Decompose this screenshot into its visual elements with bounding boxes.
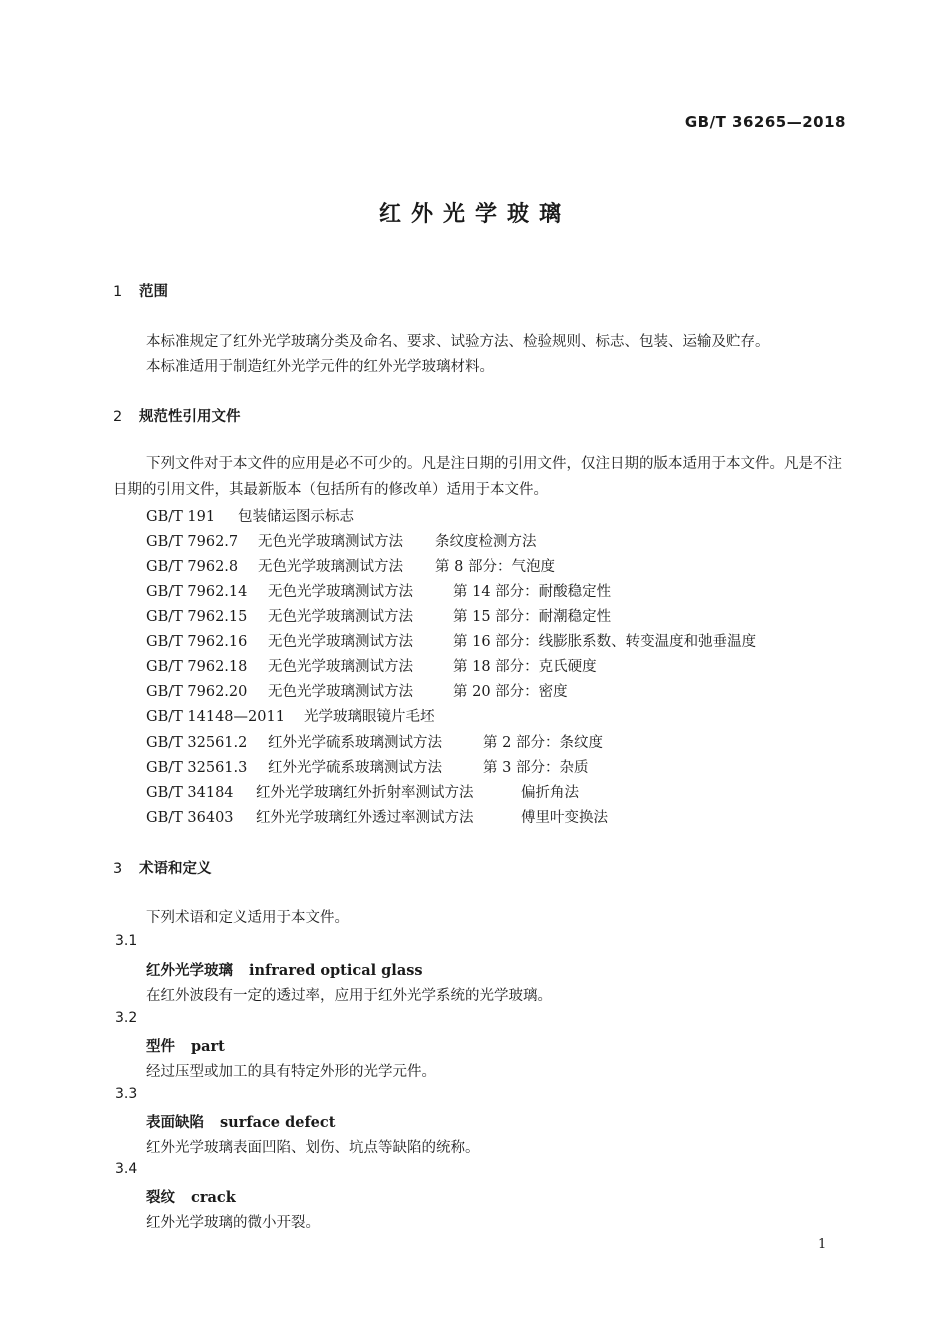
term-zh: 表面缺陷	[146, 1115, 204, 1131]
reference-part: 第 18 部分：克氏硬度	[453, 659, 597, 675]
section-2-heading	[113, 405, 241, 426]
reference-item	[146, 605, 611, 626]
term-definition: 红外光学玻璃的微小开裂。	[146, 1215, 320, 1231]
term-number: 3.1	[115, 933, 138, 949]
reference-title: 无色光学玻璃测试方法	[268, 659, 413, 675]
reference-code: GB/T 34184	[146, 785, 234, 801]
section-title: 术语和定义	[139, 861, 212, 877]
section-title: 规范性引用文件	[139, 409, 241, 425]
reference-item	[146, 505, 354, 526]
reference-code: GB/T 7962.7	[146, 534, 239, 550]
reference-item	[146, 580, 611, 601]
section-3-heading	[113, 857, 212, 878]
reference-code: GB/T 191	[146, 509, 216, 525]
term-entry	[146, 1035, 225, 1056]
reference-code: GB/T 7962.20	[146, 684, 248, 700]
section-number: 1	[113, 284, 123, 300]
term-entry	[146, 959, 423, 980]
reference-part: 第 2 部分：条纹度	[483, 735, 603, 751]
term-definition: 红外光学玻璃表面凹陷、划伤、坑点等缺陷的统称。	[146, 1140, 480, 1156]
term-number: 3.2	[115, 1010, 138, 1026]
reference-item	[146, 705, 435, 726]
reference-code: GB/T 7962.16	[146, 634, 248, 650]
paragraph: 下列文件对于本文件的应用是必不可少的。凡是注日期的引用文件，仅注日期的版本适用于本文件。凡是不注日期的引用文件，其最新版本（包括所有的修改单）适用于本文件。	[113, 456, 842, 498]
reference-part: 第 3 部分：杂质	[483, 760, 589, 776]
section-number: 2	[113, 409, 123, 425]
reference-code: GB/T 7962.18	[146, 659, 248, 675]
reference-title: 红外光学硫系玻璃测试方法	[268, 760, 442, 776]
document-title: 红外光学玻璃	[378, 202, 571, 227]
term-en: surface defect	[220, 1114, 336, 1131]
reference-title: 红外光学硫系玻璃测试方法	[268, 735, 442, 751]
term-en: infrared optical glass	[249, 962, 423, 979]
paragraph: 下列术语和定义适用于本文件。	[146, 910, 349, 926]
reference-title: 无色光学玻璃测试方法	[268, 634, 413, 650]
term-zh: 型件	[146, 1039, 175, 1055]
reference-part: 第 14 部分：耐酸稳定性	[453, 584, 612, 600]
section-1-heading	[113, 280, 168, 301]
reference-item	[146, 756, 588, 777]
reference-code: GB/T 7962.14	[146, 584, 248, 600]
term-entry	[146, 1186, 236, 1207]
reference-part: 第 16 部分：线膨胀系数、转变温度和弛垂温度	[453, 634, 757, 650]
reference-title: 无色光学玻璃测试方法	[268, 684, 413, 700]
reference-title: 包装储运图示标志	[238, 509, 354, 525]
reference-code: GB/T 14148—2011	[146, 709, 285, 725]
reference-code: GB/T 7962.15	[146, 609, 248, 625]
reference-part: 傅里叶变换法	[521, 810, 608, 826]
term-zh: 红外光学玻璃	[146, 963, 233, 979]
reference-code: GB/T 32561.3	[146, 760, 248, 776]
reference-code: GB/T 32561.2	[146, 735, 248, 751]
paragraph: 本标准适用于制造红外光学元件的红外光学玻璃材料。	[146, 359, 494, 375]
reference-code: GB/T 36403	[146, 810, 234, 826]
paragraph: 本标准规定了红外光学玻璃分类及命名、要求、试验方法、检验规则、标志、包装、运输及贮存。	[146, 334, 770, 350]
reference-item	[146, 680, 568, 701]
reference-item	[146, 555, 555, 576]
page-number: 1	[818, 1237, 827, 1252]
term-number: 3.3	[115, 1086, 138, 1102]
term-entry	[146, 1111, 335, 1132]
reference-title: 无色光学玻璃测试方法	[268, 609, 413, 625]
reference-item	[146, 781, 579, 802]
section-number: 3	[113, 861, 123, 877]
standard-code: GB/T 36265—2018	[684, 113, 846, 131]
reference-title: 光学玻璃眼镜片毛坯	[304, 709, 435, 725]
reference-code: GB/T 7962.8	[146, 559, 239, 575]
reference-title: 红外光学玻璃红外折射率测试方法	[256, 785, 474, 801]
term-zh: 裂纹	[146, 1190, 175, 1206]
term-en: part	[191, 1038, 225, 1055]
term-en: crack	[191, 1189, 236, 1206]
reference-part: 第 8 部分：气泡度	[435, 559, 555, 575]
reference-title: 红外光学玻璃红外透过率测试方法	[256, 810, 474, 826]
reference-item	[146, 806, 608, 827]
reference-item	[146, 655, 597, 676]
reference-title: 无色光学玻璃测试方法	[258, 534, 403, 550]
reference-part: 偏折角法	[521, 785, 579, 801]
term-definition: 在红外波段有一定的透过率，应用于红外光学系统的光学玻璃。	[146, 988, 552, 1004]
reference-part: 第 15 部分：耐潮稳定性	[453, 609, 612, 625]
reference-item	[146, 630, 756, 651]
reference-part: 条纹度检测方法	[435, 534, 537, 550]
reference-item	[146, 731, 603, 752]
term-number: 3.4	[115, 1161, 138, 1177]
term-definition: 经过压型或加工的具有特定外形的光学元件。	[146, 1064, 436, 1080]
section-title: 范围	[139, 284, 168, 300]
reference-item	[146, 530, 537, 551]
reference-part: 第 20 部分：密度	[453, 684, 568, 700]
reference-title: 无色光学玻璃测试方法	[258, 559, 403, 575]
reference-title: 无色光学玻璃测试方法	[268, 584, 413, 600]
